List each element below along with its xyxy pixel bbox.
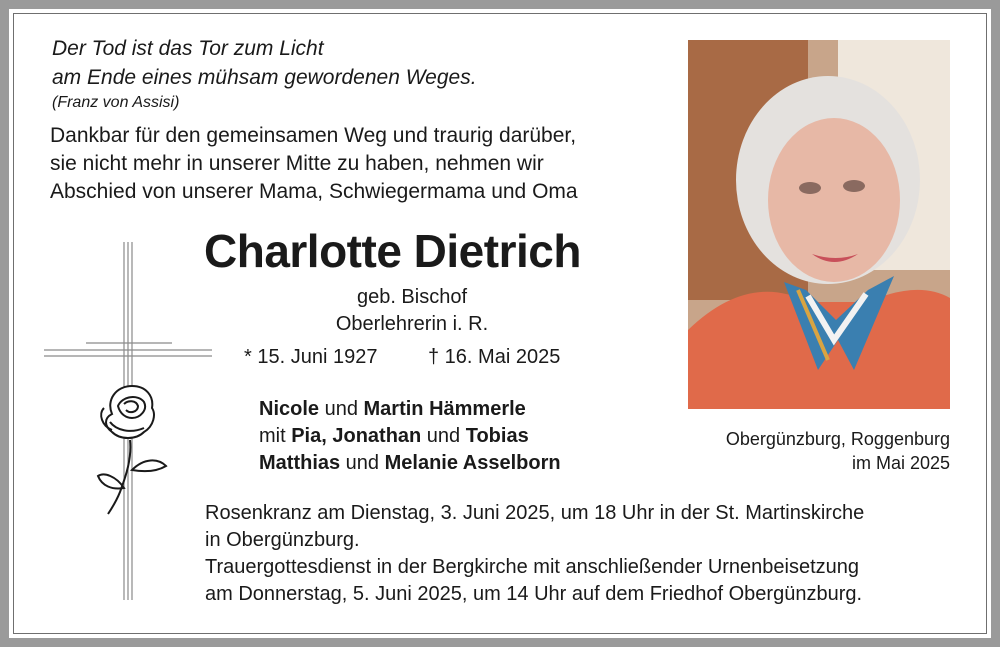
family-name-martin: Martin Hämmerle [363,398,526,420]
service-line-3: Trauergottesdienst in der Bergkirche mit anschließender Urnenbeisetzung [205,556,860,578]
family-name-matthias: Matthias [259,452,341,474]
profession: Oberlehrerin i. R. [335,313,489,335]
intro-line-3: Abschied von unserer Mama, Schwiegermama und Oma [50,180,578,203]
birth-date: * 15. Juni 1927 [244,346,378,368]
family-line-2 [259,423,529,450]
service-line-4: am Donnerstag, 5. Juni 2025, um 14 Uhr auf dem Friedhof Obergünzburg. [205,583,863,605]
place-line-2: im Mai 2025 [851,453,950,473]
conjunction: und [421,425,466,447]
conjunction: und [319,398,364,420]
intro-line-1: Dankbar für den gemeinsamen Weg und traurig darüber, [50,124,577,147]
service-line-1: Rosenkranz am Dienstag, 3. Juni 2025, um 18 Uhr in der St. Martinskirche [205,502,865,524]
cross-with-rose-icon [40,236,220,606]
family-line-1 [259,396,526,423]
family-name-melanie: Melanie Asselborn [384,452,561,474]
motto-source: (Franz von Assisi) [52,94,180,111]
family-names-grandchildren: Pia, Jonathan [291,425,422,447]
motto-line-1: Der Tod ist das Tor zum Licht [52,37,324,60]
motto-line-2: am Ende eines mühsam gewordenen Weges. [52,66,477,89]
service-line-2: in Obergünzburg. [205,529,360,551]
intro-line-2: sie nicht mehr in unserer Mitte zu haben, nehmen wir [50,152,544,175]
death-date: † 16. Mai 2025 [428,346,561,368]
place-line-1: Obergünzburg, Roggenburg [725,429,950,449]
maiden-name: geb. Bischof [356,286,468,308]
family-name-tobias: Tobias [465,425,529,447]
portrait-photo [688,40,950,409]
family-name-nicole: Nicole [259,398,320,420]
family-line-3 [259,450,561,477]
conjunction-mit: mit [259,425,292,447]
conjunction: und [340,452,385,474]
deceased-name: Charlotte Dietrich [204,225,581,277]
